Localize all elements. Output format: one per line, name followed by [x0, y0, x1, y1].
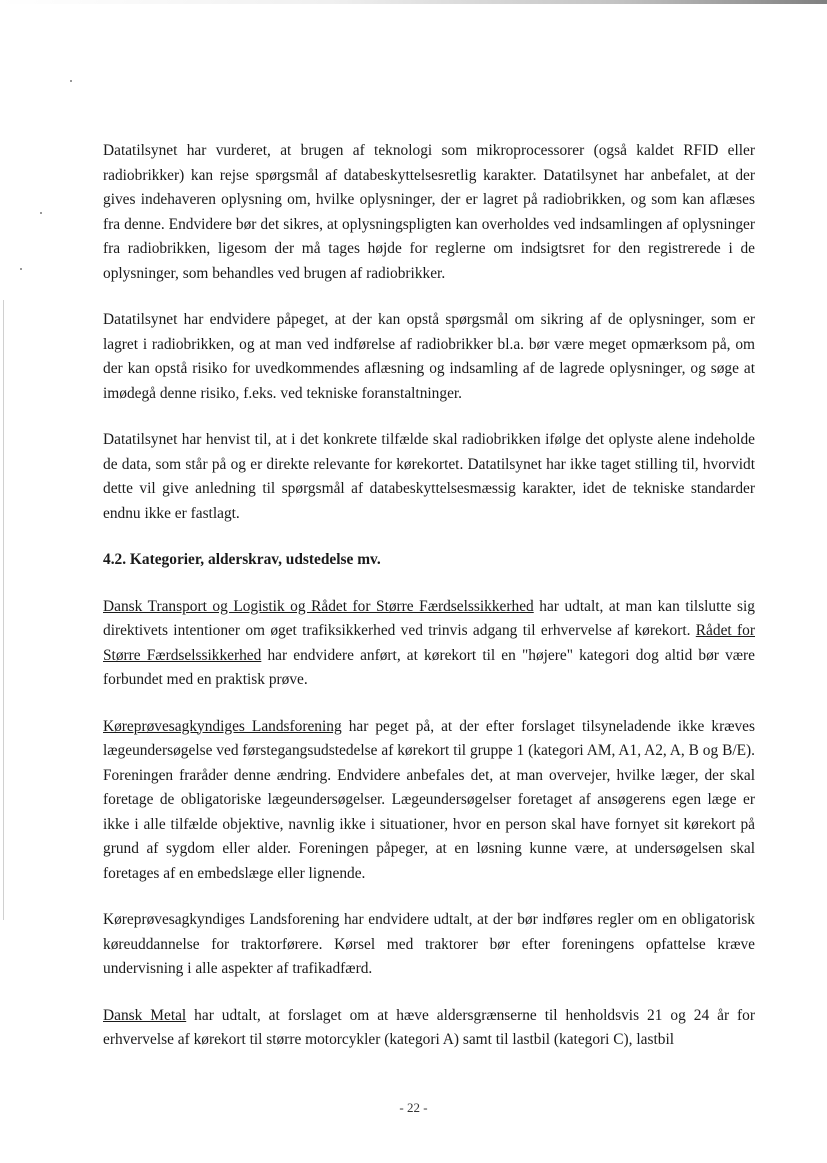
scan-edge-left — [3, 300, 4, 920]
paragraph-datatilsynet-henvisning: Datatilsynet har henvist til, at i det konkrete tilfælde skal radiobrikken ifølge det oplyste alene indeholde de data, som står på og er direkte relevante for kørekortet. Datatilsynet har ikke taget stilling til, hvorvidt dette vil give anledning til spørgsmål af databeskyttelsesmæssig karakter, idet de tekniske standarder endnu ikke er fastlagt. — [103, 431, 755, 522]
paragraph-text: har endvidere anført, at kørekort til en "højere" kategori dog altid bør være forbundet med en praktisk prøve. — [103, 646, 755, 688]
paragraph-datatilsynet-vurdering: Datatilsynet har vurderet, at brugen af teknologi som mikroprocessorer (også kaldet RFID eller radiobrikker) kan rejse spørgsmål af databeskyttelsesretlig karakter. Datatilsynet har anbefalet, at der gives indehaveren oplysning om, hvilke oplysninger, der er lagret på radiobrikken, og som kan aflæses fra denne. Endvidere bør det sikres, at oplysningspligten kan overholdes ved indsamlingen af oplysninger fra radiobrikken, ligesom der må tages højde for reglerne om indsigtsret for den registrerede i de oplysninger, som behandles ved brugen af radiobrikker. — [103, 142, 755, 282]
organisation-name-underlined: Køreprøvesagkyndiges Landsforening — [103, 717, 342, 735]
document-body — [103, 139, 755, 1075]
paragraph-text: har udtalt, at man kan tilslutte sig direktivets intentioner om øget trafiksikkerhed ved trinvis adgang til erhvervelse af kørekort. — [103, 597, 755, 639]
scan-edge-top — [0, 0, 827, 4]
scan-speck — [20, 268, 22, 270]
organisation-name-underlined: Dansk Transport og Logistik og Rådet for Større Færdselssikkerhed — [103, 597, 534, 615]
scan-speck — [40, 212, 42, 214]
paragraph-dansk-metal — [103, 1004, 755, 1053]
paragraph-text: har peget på, at der efter forslaget tilsyneladende ikke kræves lægeundersøgelse ved førstegangsudstedelse af kørekort til gruppe 1 (kategori AM, A1, A2, A, B og B/E). Foreningen fraråder denne ændring. Endvidere anbefales det, at man overvejer, hvilke læger, der skal foretage de obligatoriske lægeundersøgelser. Lægeundersøgelser foretaget af ansøgerens egen læge er ikke i alle tilfælde objektive, navnlig ikke i situationer, hvor en person skal have fornyet sit kørekort på grund af sygdom eller alder. Foreningen påpeger, at en løsning kunne være, at undersøgelsen skal foretages af en embedslæge eller lignende. — [103, 717, 755, 882]
page-number: - 22 - — [399, 1100, 428, 1115]
paragraph-koreproevesagkyndige — [103, 715, 755, 887]
paragraph-text: har udtalt, at forslaget om at hæve aldersgrænserne til henholdsvis 21 og 24 år for erhvervelse af kørekort til større motorcykler (kategori A) samt til lastbil (kategori C), lastbil — [103, 1006, 755, 1048]
paragraph-transport-raadet — [103, 595, 755, 693]
paragraph-datatilsynet-sikring: Datatilsynet har endvidere påpeget, at der kan opstå spørgsmål om sikring af de oplysninger, som er lagret i radiobrikken, og at man ved indførelse af radiobrikker bl.a. bør være meget opmærksom på, om der kan opstå risiko for uvedkommendes aflæsning og indsamling af de lagrede oplysninger, og søge at imødegå denne risiko, f.eks. ved tekniske foranstaltninger. — [103, 311, 755, 402]
organisation-name-underlined: Rådet for Større Færdselssikkerhed — [103, 622, 755, 664]
organisation-name-underlined: Dansk Metal — [103, 1006, 187, 1024]
section-heading: 4.2. Kategorier, alderskrav, udstedelse mv. — [103, 551, 381, 568]
scan-speck — [70, 80, 72, 82]
paragraph-koreuddannelse-traktor: Køreprøvesagkyndiges Landsforening har endvidere udtalt, at der bør indføres regler om en obligatorisk køreuddannelse for traktorførere. Kørsel med traktorer bør efter foreningens opfattelse kræve undervisning i alle aspekter af trafikadfærd. — [103, 911, 755, 977]
